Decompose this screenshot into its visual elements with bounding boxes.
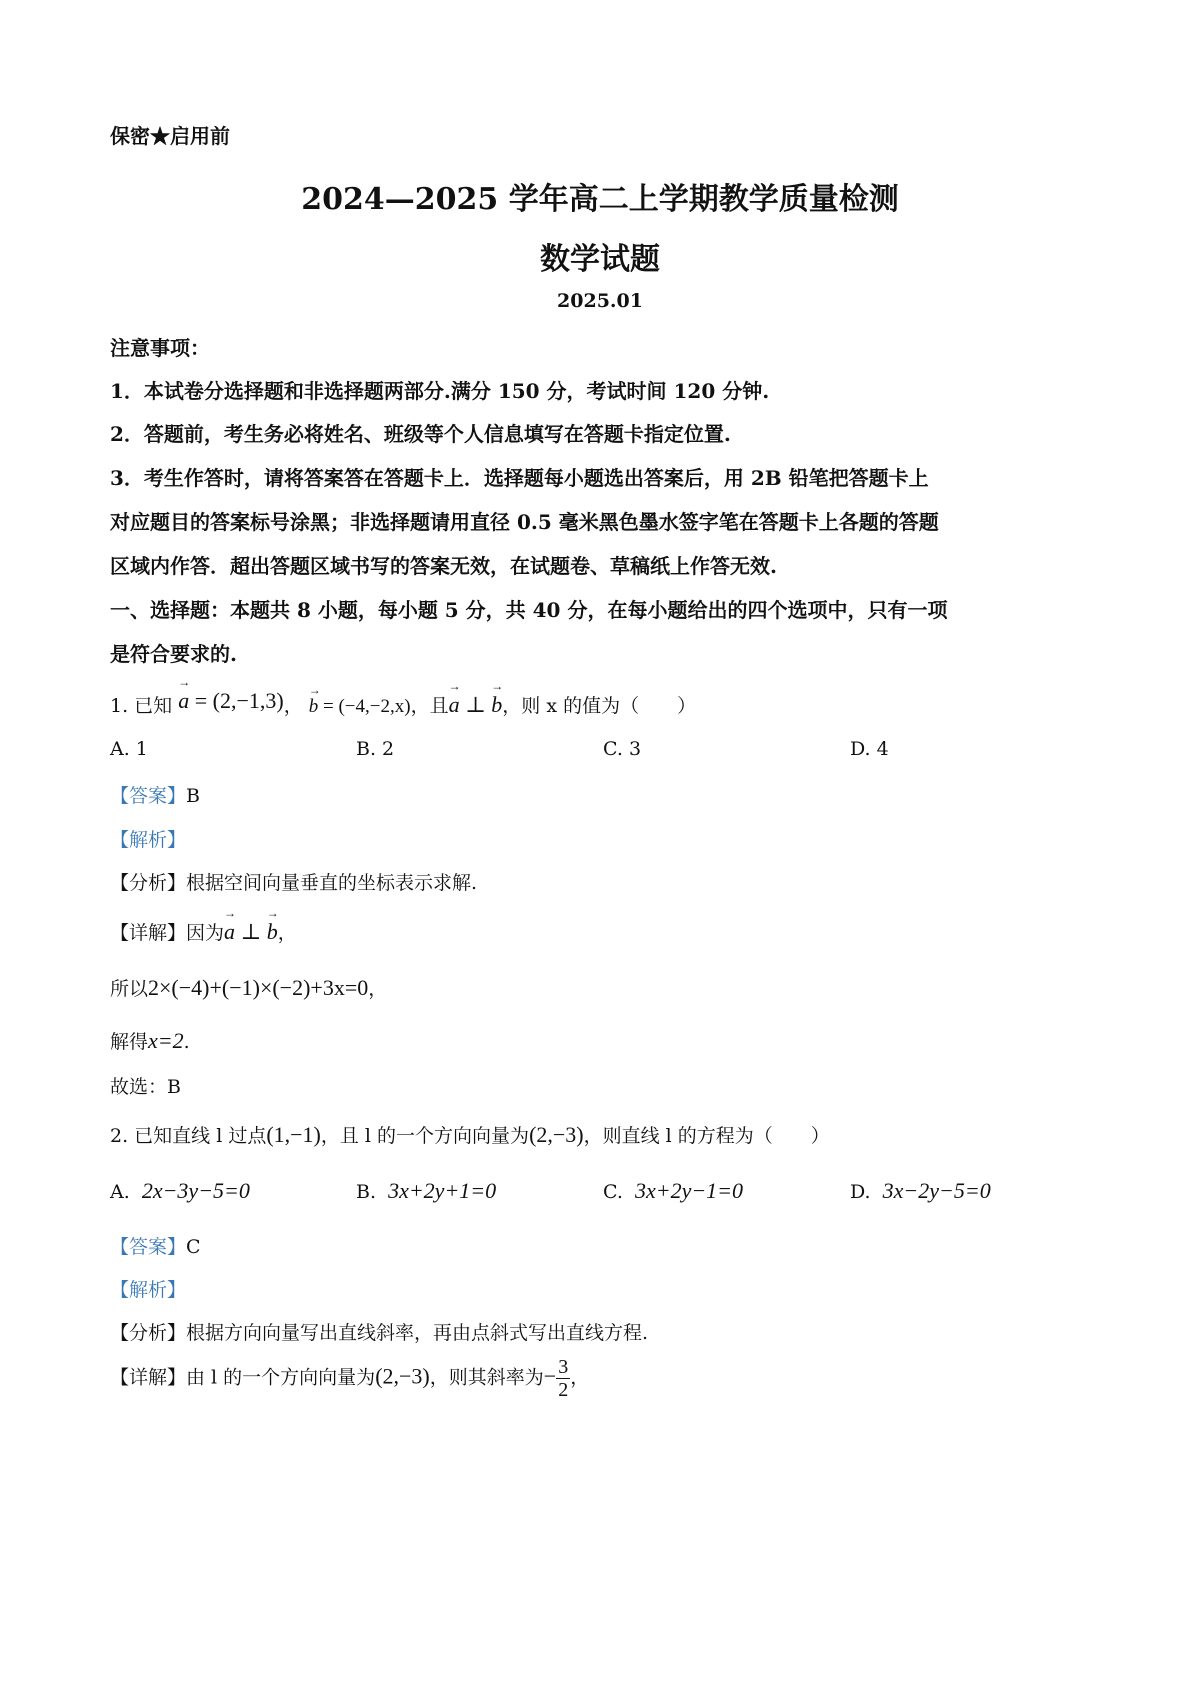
- q2-stem-c: ，则直线 l 的方程为（ ）: [583, 1125, 830, 1147]
- section-1-line-2: 是符合要求的.: [110, 642, 237, 666]
- q2-stem-a: 2. 已知直线 l 过点: [110, 1125, 267, 1147]
- vector-b-symbol-2: → b: [491, 692, 502, 718]
- q1-option-a: A. 1: [110, 738, 148, 760]
- notice-item-3-line-1: 3．考生作答时，请将答案答在答题卡上．选择题每小题选出答案后，用 2B 铅笔把答题卡上: [110, 466, 929, 490]
- vector-b-symbol: → b: [309, 696, 319, 718]
- question-1-stem: 1. 已知 → a = (2,−1,3)， → b = (−4,−2,x)，且→ a ⊥ → b，则 x 的值为（ ）: [110, 688, 696, 718]
- q1-prefix: 1. 已知: [110, 695, 173, 717]
- q1-step-1-prefix: 所以: [110, 978, 149, 1000]
- vector-a-symbol-2: → a: [449, 692, 460, 718]
- q1-step-2-suffix: .: [183, 1031, 190, 1053]
- q1-step-1-math: 2×(−4)+(−1)×(−2)+3x=0: [148, 975, 369, 1000]
- q2-answer: C: [186, 1236, 201, 1258]
- q2-detail-a: 由 l 的一个方向向量为: [186, 1366, 376, 1389]
- q1-separator: ，: [283, 695, 303, 717]
- q2-direction: (2,−3): [529, 1122, 584, 1147]
- detail-vector-a: → a: [224, 919, 235, 945]
- slope-denominator: 2: [558, 1379, 569, 1401]
- q2-option-b-math: 3x+2y+1=0: [388, 1178, 497, 1203]
- q2-answer-tag: 【答案】: [110, 1236, 187, 1258]
- exam-date: 2025.01: [557, 290, 643, 312]
- notice-item-3-line-2: 对应题目的答案标号涂黑；非选择题请用直径 0.5 毫米黑色墨水签字笔在答题卡上各题的答题: [110, 510, 939, 534]
- q2-minus-sign: −: [543, 1363, 557, 1389]
- q2-option-d-math: 3x−2y−5=0: [882, 1178, 991, 1203]
- q1-step-2-prefix: 解得: [110, 1031, 149, 1053]
- confidential-label: 保密★启用前: [110, 124, 230, 148]
- q2-detail-direction: (2,−3): [375, 1363, 430, 1389]
- q2-option-c: [603, 1178, 743, 1204]
- q2-stem-b: ，且 l 的一个方向向量为: [320, 1125, 530, 1147]
- q2-fenxi-tag: 【分析】: [110, 1322, 187, 1344]
- q2-detail-tag: 【详解】: [110, 1366, 187, 1389]
- perp-symbol: ⊥: [465, 692, 486, 717]
- q1-option-c: C. 3: [603, 738, 642, 760]
- q1-step-2-math: x=2: [148, 1028, 184, 1053]
- slope-fraction: [556, 1356, 570, 1401]
- q2-point: (1,−1): [266, 1122, 321, 1147]
- q2-option-d: [850, 1178, 991, 1204]
- exam-title: 2024—2025 学年高二上学期教学质量检测: [301, 182, 899, 217]
- q1-step-2: [110, 1027, 190, 1054]
- q2-option-b: [356, 1178, 496, 1204]
- q2-analysis-tag: 【解析】: [110, 1279, 187, 1301]
- q2-option-d-label: D.: [850, 1181, 871, 1203]
- q2-option-a: [110, 1178, 250, 1204]
- q1-answer-tag: 【答案】: [110, 785, 187, 807]
- q1-step-1-suffix: ，: [368, 978, 388, 1000]
- section-1-line-1: 一、选择题：本题共 8 小题，每小题 5 分，共 40 分，在每小题给出的四个选项中，只有一项: [110, 598, 948, 622]
- slope-numerator: 3: [558, 1356, 569, 1378]
- notice-item-2: 2．答题前，考生务必将姓名、班级等个人信息填写在答题卡指定位置.: [110, 422, 731, 446]
- q1-vector-a: (2,−1,3): [212, 688, 284, 713]
- q1-fenxi: 根据空间向量垂直的坐标表示求解.: [186, 872, 478, 894]
- q1-detail-tag: 【详解】: [110, 922, 187, 944]
- q1-suffix: ，则 x 的值为（ ）: [502, 695, 697, 717]
- q1-analysis-tag: 【解析】: [110, 829, 187, 851]
- q2-detail-line: [110, 1356, 589, 1401]
- q1-detail-suffix: ，: [277, 922, 297, 944]
- q2-option-c-label: C.: [603, 1181, 623, 1203]
- detail-perp-symbol: ⊥: [240, 919, 262, 944]
- q1-option-d: D. 4: [850, 738, 889, 760]
- q2-answer-line: [110, 1232, 201, 1259]
- q2-option-c-math: 3x+2y−1=0: [634, 1178, 744, 1203]
- q1-and: ，且: [410, 695, 449, 717]
- q1-detail-prefix: 因为: [186, 922, 225, 944]
- q2-option-a-math: 2x−3y−5=0: [141, 1178, 250, 1203]
- notice-item-3-line-3: 区域内作答．超出答题区域书写的答案无效，在试题卷、草稿纸上作答无效.: [110, 554, 777, 578]
- notice-heading: 注意事项：: [110, 336, 210, 360]
- vector-a-symbol: → a: [178, 688, 189, 714]
- q2-detail-c: ，: [570, 1366, 590, 1389]
- detail-vector-b: → b: [267, 919, 278, 945]
- q1-vector-b: (−4,−2,x): [338, 696, 411, 717]
- q1-fenxi-tag: 【分析】: [110, 872, 187, 894]
- q1-conclusion: 故选：B: [110, 1076, 181, 1098]
- q2-fenxi: 根据方向向量写出直线斜率，再由点斜式写出直线方程.: [186, 1322, 649, 1344]
- q2-fenxi-line: [110, 1318, 648, 1345]
- exam-subject: 数学试题: [540, 242, 660, 277]
- q1-option-b: B. 2: [356, 738, 395, 760]
- q1-fenxi-line: [110, 868, 477, 895]
- q1-detail-line: [110, 918, 297, 945]
- q2-detail-b: ，则其斜率为: [429, 1366, 544, 1389]
- q2-option-b-label: B.: [356, 1181, 377, 1203]
- q2-option-a-label: A.: [110, 1181, 130, 1203]
- notice-item-1: 1．本试卷分选择题和非选择题两部分.满分 150 分，考试时间 120 分钟.: [110, 379, 770, 403]
- q1-answer: B: [186, 785, 200, 807]
- q1-answer-line: [110, 781, 200, 808]
- q1-step-1: [110, 974, 387, 1001]
- question-2-stem: [110, 1121, 830, 1148]
